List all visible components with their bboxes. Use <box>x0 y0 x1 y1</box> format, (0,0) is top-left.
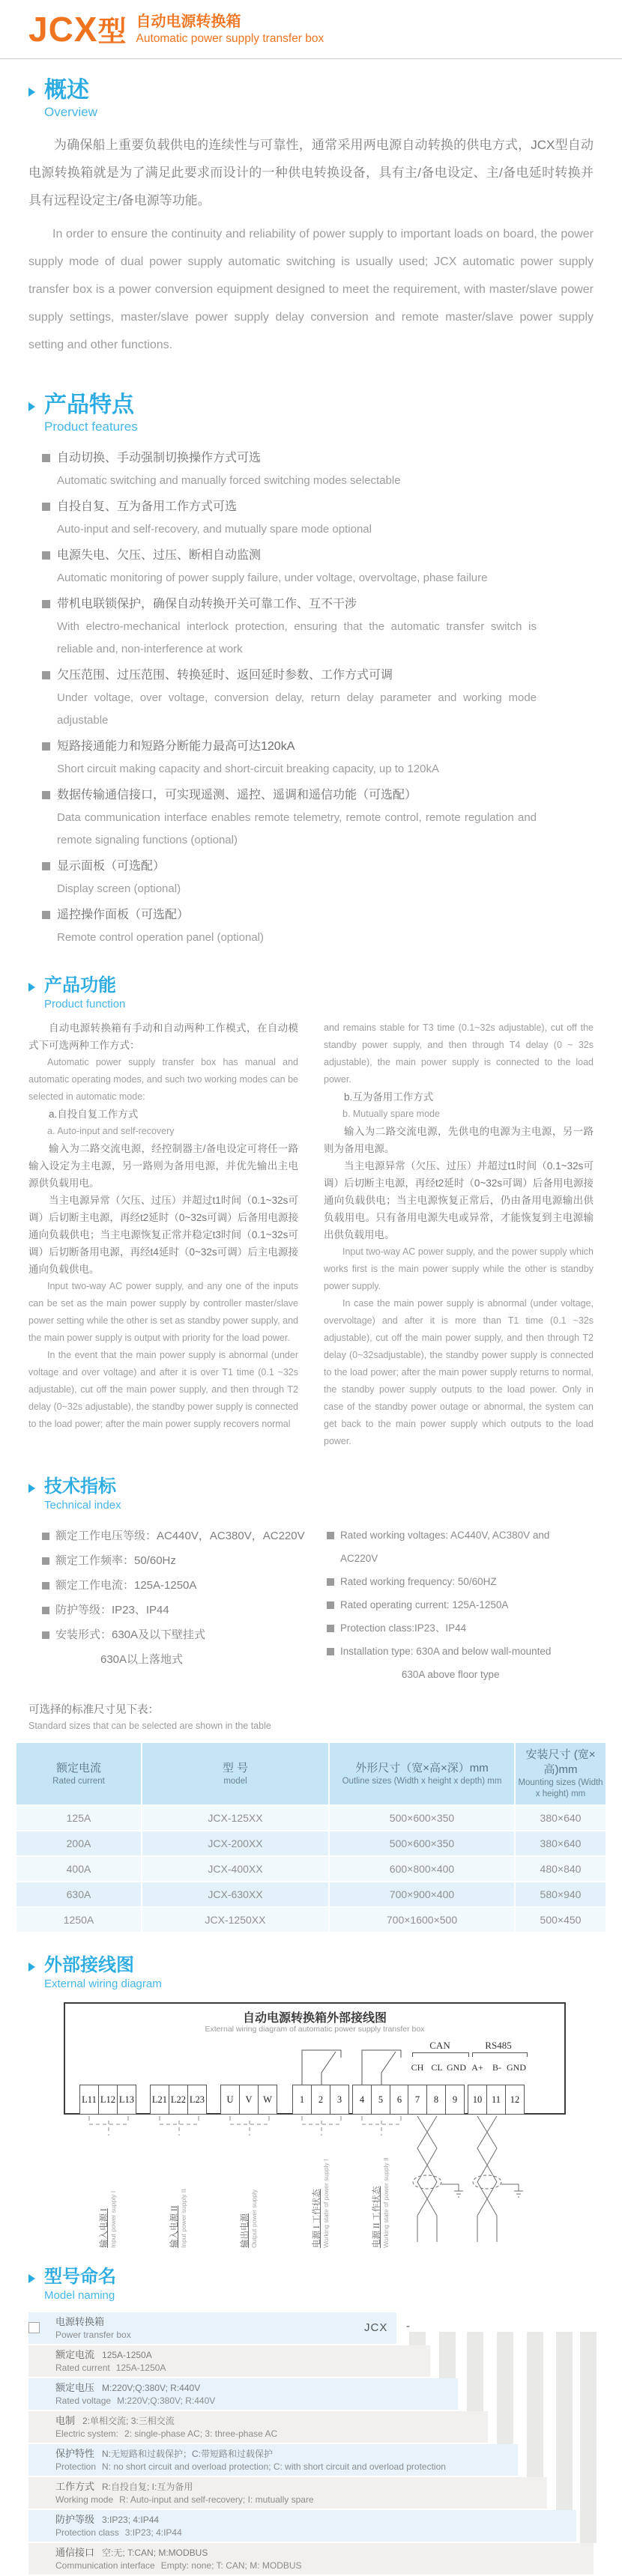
terminal: L23 <box>187 2085 207 2115</box>
technical-text: 额定工作频率：50/60Hz <box>55 1554 176 1567</box>
terminal-group-label <box>240 2136 259 2248</box>
feature-text-cn: 自动切换、手动强制切换操作方式可选 <box>57 452 262 464</box>
naming-code-box <box>28 2322 40 2333</box>
naming-row-en <box>55 2428 488 2440</box>
group-label-cn: 输出电源 <box>241 2213 250 2248</box>
technical-text: 防护等级：IP23、IP44 <box>55 1604 169 1616</box>
naming-row-en <box>55 2560 594 2572</box>
technical-column-cn <box>42 1524 327 1686</box>
table-cell: JCX-1250XX <box>142 1908 328 1932</box>
naming-label-en: Rated current <box>55 2363 110 2373</box>
square-bullet-icon <box>42 742 50 751</box>
table-cell: 500×450 <box>516 1908 606 1932</box>
function-paragraph: 输入为二路交流电源，先供电的电源为主电源，另一路则为备用电源。 <box>324 1126 594 1154</box>
square-bullet-icon <box>42 1607 49 1614</box>
naming-label-en: Protection <box>55 2461 97 2472</box>
square-bullet-icon <box>327 1601 334 1609</box>
section-arrow-icon <box>28 2274 35 2283</box>
naming-title-cn: 型号命名 <box>44 2267 116 2287</box>
technical-text: 额定工作电流：125A-1250A <box>55 1579 197 1592</box>
group-label-cn: 电源 I 工作状态 <box>312 2189 321 2248</box>
table-cell: 580×940 <box>516 1882 606 1906</box>
header-cn: 型 号 <box>222 1761 249 1775</box>
naming-label-cn: 保护特性 <box>55 2448 95 2459</box>
page-subtitle <box>136 12 324 46</box>
product-title-en: Automatic power supply transfer box <box>136 32 324 45</box>
naming-label-cn: 通信接口 <box>55 2547 95 2558</box>
naming-detail-en: R: Auto-input and self-recovery; I: mutually spare <box>119 2494 314 2505</box>
feature-line-cn <box>42 496 594 518</box>
naming-label-en: Working mode <box>55 2494 114 2505</box>
naming-label-cn: 电制 <box>55 2415 76 2426</box>
terminal: 7 <box>408 2085 427 2115</box>
header-cn: 外形尺寸（宽×高×深）mm <box>355 1761 489 1775</box>
square-bullet-icon <box>42 1533 49 1540</box>
naming-connector-strip <box>580 2332 597 2543</box>
page-title <box>28 10 127 51</box>
section-arrow-icon <box>28 983 35 992</box>
table-cell: 480×840 <box>516 1857 606 1881</box>
naming-connector-strip <box>497 2332 513 2444</box>
diagram-title-en: External wiring diagram of automatic power supply transfer box <box>205 2025 425 2034</box>
feature-line-cn <box>42 593 594 616</box>
bus-pin-label: CH <box>411 2062 424 2073</box>
section-arrow-icon <box>28 1963 35 1972</box>
section-arrow-icon <box>28 402 35 411</box>
naming-row-cn <box>55 2414 488 2428</box>
features-title-en: Product features <box>44 419 138 434</box>
function-paragraph: Input two-way AC power supply, and the power supply which works first is the main power supply while the other is standby power supply. <box>324 1246 594 1291</box>
page-header <box>0 10 622 51</box>
table-cell: JCX-200XX <box>142 1831 328 1855</box>
section-naming <box>0 2266 622 2576</box>
sizes-note-en: Standard sizes that can be selected are shown in the table <box>28 1721 271 1731</box>
table-cell: JCX-125XX <box>142 1806 328 1830</box>
technical-item <box>327 1640 582 1686</box>
wiring-title-en: External wiring diagram <box>44 1978 162 1990</box>
naming-row <box>28 2345 430 2377</box>
technical-header <box>0 1476 622 1513</box>
naming-label-en: Power transfer box <box>55 2330 131 2340</box>
function-column-left <box>28 1019 298 1450</box>
feature-item <box>42 496 594 541</box>
overview-header <box>0 77 622 121</box>
group-label-en: Input power supply II <box>180 2189 187 2248</box>
naming-row-en <box>55 2395 458 2407</box>
feature-text-en: Remote control operation panel (optional) <box>57 931 264 944</box>
feature-line-cn <box>42 447 594 470</box>
wiring-title-cn: 外部接线图 <box>44 1955 134 1975</box>
function-paragraph: In the event that the main power supply is abnormal (under voltage and over voltage) and after it is over T1 time (0.1 ~32s adjustable), cut off the main power supply, and then through T2 delay (0~32s adjustable), the standby power supply is connected to the load power; after the main power supply recovers normal <box>28 1350 298 1429</box>
naming-row-en <box>55 2527 576 2539</box>
model-suffix: 型 <box>97 16 127 48</box>
section-wiring <box>0 1954 622 2251</box>
group-label-cn: 电源 II 工作状态 <box>372 2186 381 2248</box>
terminal: 12 <box>505 2085 525 2115</box>
naming-label-cn: 工作方式 <box>55 2481 95 2492</box>
terminal: L21 <box>150 2085 169 2115</box>
terminal: 6 <box>390 2085 409 2115</box>
features-list <box>42 447 594 949</box>
technical-item <box>42 1598 327 1622</box>
terminal: L13 <box>117 2085 136 2115</box>
technical-columns <box>42 1524 594 1686</box>
naming-label-en: Communication interface <box>55 2560 155 2571</box>
naming-row-en <box>55 2329 396 2342</box>
table-cell: JCX-630XX <box>142 1882 328 1906</box>
function-paragraph: b.互为备用工作方式 <box>344 1091 434 1103</box>
features-title-cn: 产品特点 <box>44 393 134 417</box>
section-overview <box>0 77 622 359</box>
table-row <box>16 1857 606 1881</box>
section-technical <box>0 1476 622 1686</box>
sizes-table-body <box>16 1806 606 1932</box>
technical-text: Rated operating current: 125A-1250A <box>340 1599 509 1610</box>
naming-header <box>0 2266 622 2303</box>
table-row <box>16 1882 606 1906</box>
technical-text-cont: 630A above floor type <box>401 1669 500 1680</box>
technical-text: 安装形式：630A及以下壁挂式 <box>55 1628 206 1641</box>
rs485-bus-label: RS485 <box>485 2040 512 2051</box>
function-paragraph: b. Mutually spare mode <box>342 1109 440 1119</box>
square-bullet-icon <box>42 671 50 679</box>
terminal: 5 <box>371 2085 390 2115</box>
technical-text: 额定工作电压等级：AC440V，AC380V，AC220V <box>55 1530 305 1542</box>
function-paragraph: 当主电源异常（欠压、过压）并超过t1时间（0.1~32s可调）后切断主电源，再经t2延时（0~32s可调）后备用电源接通向负载供电；当主电源恢复正常并稳定t3时间（0.1~32s可调）后切断备用电源，再经t4延时（0~32s可调）后主电源接通向负载供电。 <box>28 1195 298 1275</box>
technical-item <box>42 1548 327 1573</box>
table-cell: JCX-400XX <box>142 1857 328 1881</box>
naming-detail-cn: N:无短路和过载保护；C:带短路和过载保护 <box>102 2449 274 2459</box>
header-divider <box>0 58 622 59</box>
naming-connector-strip <box>527 2332 543 2477</box>
naming-detail-en: 125A-1250A <box>115 2363 166 2373</box>
naming-row-cn <box>55 2315 396 2329</box>
sizes-table-header-row <box>16 1743 606 1804</box>
feature-line-cn <box>42 736 594 758</box>
feature-text-en: Under voltage, over voltage, conversion delay, return delay parameter and working mode adjustable <box>57 691 537 727</box>
terminal: 2 <box>311 2085 330 2115</box>
terminal: 3 <box>330 2085 349 2115</box>
naming-row-en <box>55 2362 430 2375</box>
sizes-table-header-cell <box>330 1743 514 1804</box>
model-name: JCX <box>28 10 98 49</box>
overview-body <box>28 131 594 359</box>
naming-detail-cn: 空:无; T:CAN; M:MODBUS <box>102 2548 208 2558</box>
terminal: W <box>258 2085 277 2115</box>
naming-detail-en: Empty: none; T: CAN; M: MODBUS <box>160 2560 302 2571</box>
naming-connector-strip <box>467 2332 483 2411</box>
table-row <box>16 1806 606 1830</box>
naming-detail-cn: 125A-1250A <box>102 2350 152 2360</box>
square-bullet-icon <box>327 1625 334 1632</box>
header-en: model <box>223 1776 247 1786</box>
sizes-table-header-cell <box>142 1743 328 1804</box>
naming-row-cn <box>55 2480 547 2494</box>
naming-dash: - <box>406 2320 410 2333</box>
group-label-cn: 输入电源 II <box>170 2205 179 2248</box>
feature-item <box>42 664 594 732</box>
features-header <box>0 392 622 435</box>
feature-item <box>42 855 594 900</box>
naming-connector-strip <box>409 2332 426 2345</box>
technical-item <box>42 1573 327 1598</box>
naming-row-cn <box>55 2381 458 2395</box>
function-paragraph: 自动电源转换箱有手动和自动两种工作模式，在自动模式下可选两种工作方式： <box>28 1022 298 1051</box>
square-bullet-icon <box>42 862 50 870</box>
function-paragraph: 输入为二路交流电源，经控制器主/备电设定可将任一路输入设定为主电源，另一路则为备用电源，并优先输出主电源供负载用电。 <box>28 1143 298 1189</box>
naming-detail-en: M:220V;Q:380V; R:440V <box>117 2395 216 2406</box>
feature-item <box>42 447 594 492</box>
naming-row-en <box>55 2461 518 2473</box>
sizes-table-header-cell <box>16 1743 141 1804</box>
naming-row-cn <box>55 2447 518 2461</box>
naming-connector-strip <box>439 2332 456 2378</box>
naming-row-cn <box>55 2513 576 2527</box>
square-bullet-icon <box>42 600 50 608</box>
feature-text-cn: 电源失电、欠压、过压、断相自动监测 <box>57 549 262 562</box>
table-cell: 700×1600×500 <box>330 1908 514 1932</box>
naming-row-cn <box>55 2546 594 2560</box>
terminal-group-label <box>169 2136 188 2248</box>
group-labels <box>0 2002 622 2251</box>
table-cell: 600×800×400 <box>330 1857 514 1881</box>
naming-label-cn: 额定电压 <box>55 2382 95 2393</box>
terminal: 9 <box>445 2085 465 2115</box>
naming-connector-strip <box>556 2332 573 2510</box>
naming-row <box>28 2510 576 2542</box>
naming-label-en: Protection class <box>55 2527 119 2538</box>
feature-text-cn: 欠压范围、过压范围、转换延时、返回延时参数、工作方式可调 <box>57 669 393 682</box>
naming-label-en: Rated voltage <box>55 2395 112 2406</box>
technical-text: Rated working voltages: AC440V, AC380V and AC220V <box>340 1530 550 1564</box>
naming-detail-cn: 3:IP23; 4:IP44 <box>102 2515 160 2525</box>
terminal-group-label <box>312 2136 330 2248</box>
function-header <box>0 975 622 1012</box>
naming-title-en: Model naming <box>44 2289 115 2302</box>
naming-row <box>28 2378 458 2410</box>
square-bullet-icon <box>42 551 50 560</box>
function-title-en: Product function <box>44 998 126 1010</box>
terminal: L12 <box>98 2085 118 2115</box>
technical-title-en: Technical index <box>44 1499 121 1512</box>
section-arrow-icon <box>28 1484 35 1493</box>
technical-item <box>327 1593 582 1616</box>
feature-text-cn: 数据传输通信接口，可实现遥测、遥控、遥调和遥信功能（可选配） <box>57 789 417 801</box>
square-bullet-icon <box>327 1648 334 1655</box>
overview-title-en: Overview <box>44 105 97 119</box>
function-columns <box>28 1019 594 1450</box>
sizes-table-header-cell <box>516 1743 606 1804</box>
technical-text: Installation type: 630A and below wall-mounted <box>340 1646 552 1657</box>
square-bullet-icon <box>42 1631 49 1639</box>
bus-pin-label: GND <box>507 2062 526 2073</box>
group-label-en: Output power supply <box>250 2189 258 2248</box>
terminal: L11 <box>79 2085 99 2115</box>
naming-detail-cn: 2:单相交流; 3:三相交流 <box>82 2416 175 2426</box>
feature-line-cn <box>42 904 594 927</box>
table-cell: 200A <box>16 1831 141 1855</box>
feature-line-cn <box>42 545 594 567</box>
overview-paragraph-en: In order to ensure the continuity and reliability of power supply to important loads on board, the power supply mode of dual power supply automatic switching is usually used; JCX automatic power supply transfer box is a power conversion equipment designed to meet the requirement, with master/slave power supply settings, master/slave power supply delay conversion and remote master/slave power supply setting and other functions. <box>28 228 594 351</box>
feature-line-cn <box>42 664 594 687</box>
header-cn: 安装尺寸 (宽×高)mm <box>525 1748 596 1776</box>
technical-text: Protection class:IP23、IP44 <box>340 1622 467 1634</box>
feature-item <box>42 593 594 661</box>
square-bullet-icon <box>42 911 50 919</box>
section-function <box>0 975 622 1450</box>
square-bullet-icon <box>42 791 50 799</box>
terminal: 1 <box>292 2085 312 2115</box>
bus-pin-label: CL <box>431 2062 443 2073</box>
table-row <box>16 1908 606 1932</box>
terminal-group-label <box>372 2136 390 2248</box>
naming-chart <box>28 2312 594 2576</box>
sizes-note-cn: 可选择的标准尺寸见下表： <box>28 1704 159 1716</box>
square-bullet-icon <box>327 1578 334 1586</box>
technical-item <box>42 1622 327 1672</box>
diagram-title-cn: 自动电源转换箱外部接线图 <box>242 2012 387 2025</box>
feature-text-en: Data communication interface enables remote telemetry, remote control, remote regulation and remote signaling functions (optional) <box>57 811 537 846</box>
square-bullet-icon <box>42 1557 49 1565</box>
feature-item <box>42 736 594 781</box>
feature-text-en: Display screen (optional) <box>57 882 181 895</box>
naming-row <box>28 2312 396 2344</box>
feature-text-cn: 遥控操作面板（可选配） <box>57 909 190 921</box>
technical-text-cont: 630A以上落地式 <box>100 1653 184 1666</box>
feature-text-cn: 带机电联锁保护，确保自动转换开关可靠工作、互不干涉 <box>57 598 357 610</box>
bus-pin-label: GND <box>447 2062 466 2073</box>
terminal: U <box>220 2085 240 2115</box>
group-label-en: Input power supply I <box>109 2190 117 2248</box>
function-title-cn: 产品功能 <box>44 975 116 995</box>
feature-text-en: Auto-input and self-recovery, and mutually spare mode optional <box>57 523 372 536</box>
naming-detail-cn: R:自投自复; I:互为备用 <box>102 2482 193 2492</box>
naming-row <box>28 2444 518 2476</box>
naming-row-cn <box>55 2348 430 2362</box>
table-cell: 125A <box>16 1806 141 1830</box>
feature-text-en: Short circuit making capacity and short-circuit breaking capacity, up to 120kA <box>57 763 439 775</box>
square-bullet-icon <box>42 503 50 511</box>
technical-column-en <box>327 1524 582 1686</box>
group-label-cn: 输入电源 I <box>100 2208 109 2248</box>
terminal: 4 <box>352 2085 372 2115</box>
feature-text-en: Automatic monitoring of power supply failure, under voltage, overvoltage, phase failure <box>57 572 488 584</box>
square-bullet-icon <box>327 1532 334 1539</box>
naming-row <box>28 2411 488 2443</box>
technical-item <box>42 1524 327 1548</box>
table-row <box>16 1831 606 1855</box>
feature-text-en: Automatic switching and manually forced switching modes selectable <box>57 474 401 487</box>
group-label-en: Working state of power supply II <box>382 2157 390 2248</box>
group-label-en: Working state of power supply I <box>322 2159 330 2248</box>
naming-label-cn: 额定电流 <box>55 2349 95 2360</box>
technical-item <box>327 1524 582 1570</box>
function-paragraph: Automatic power supply transfer box has manual and automatic operating modes, and such two working modes can be selected in automatic mode: <box>28 1057 298 1102</box>
table-cell: 500×600×350 <box>330 1806 514 1830</box>
technical-item <box>327 1616 582 1640</box>
function-paragraph: Input two-way AC power supply, and any one of the inputs can be set as the main power supply by controller master/slave power setting while the other is set as standby power supply, and the main power supply is output with priority for the load power. <box>28 1281 298 1343</box>
function-paragraph: and remains stable for T3 time (0.1~32s adjustable), cut off the standby power supply, and then through T4 delay (0 ~ 32s adjustable), the main power supply is connected to the load power. <box>324 1022 594 1085</box>
feature-text-en: With electro-mechanical interlock protection, ensuring that the automatic transfer switch is reliable and, non-interference at work <box>57 620 537 655</box>
naming-detail-en: 3:IP23; 4:IP44 <box>124 2527 182 2538</box>
naming-model-prefix: JCX <box>364 2321 388 2334</box>
naming-row <box>28 2477 547 2509</box>
header-cn: 额定电流 <box>55 1761 101 1775</box>
naming-row <box>28 2543 594 2575</box>
bus-pin-label: A+ <box>471 2062 483 2073</box>
terminal: 8 <box>426 2085 446 2115</box>
feature-text-cn: 自投自复、互为备用工作方式可选 <box>57 500 238 513</box>
wiring-header <box>0 1954 622 1992</box>
section-arrow-icon <box>28 88 35 97</box>
square-bullet-icon <box>42 454 50 462</box>
bus-pin-label: B- <box>492 2062 501 2073</box>
feature-text-cn: 短路接通能力和短路分断能力最高可达120kA <box>57 740 295 753</box>
function-paragraph: In case the main power supply is abnormal (under voltage, overvoltage) and after it is more than T1 time (0.1 ~32s adjustable), cut off the main power supply, and then through T2 delay (0~32sadjustable), the standby power supply is connected to the load power; after the main power supply returns to normal, the standby power supply outputs to the load power. Only in case of the standby power outage or abnormal, the system can get back to the main power supply which outputs to the load power. <box>324 1298 594 1446</box>
feature-line-cn <box>42 784 594 807</box>
table-cell: 1250A <box>16 1908 141 1932</box>
technical-item <box>327 1570 582 1593</box>
table-cell: 500×600×350 <box>330 1831 514 1855</box>
naming-detail-en: N: no short circuit and overload protection; C: with short circuit and overload protection <box>102 2461 446 2472</box>
technical-text: Rated working frequency: 50/60HZ <box>340 1576 497 1587</box>
naming-detail-cn: M:220V;Q:380V; R:440V <box>102 2383 201 2393</box>
naming-label-en: Electric system: <box>55 2428 119 2439</box>
terminal: 11 <box>486 2085 506 2115</box>
header-en: Rated current <box>52 1776 105 1786</box>
feature-item <box>42 904 594 949</box>
function-paragraph: a.自投自复工作方式 <box>49 1109 139 1120</box>
feature-item <box>42 545 594 590</box>
table-cell: 380×640 <box>516 1806 606 1830</box>
product-title-cn: 自动电源转换箱 <box>136 13 241 30</box>
terminal: V <box>239 2085 259 2115</box>
function-column-right <box>324 1019 594 1450</box>
terminal: L22 <box>169 2085 188 2115</box>
table-cell: 700×900×400 <box>330 1882 514 1906</box>
feature-line-cn <box>42 855 594 878</box>
naming-row-en <box>55 2494 547 2506</box>
overview-paragraph-cn: 为确保船上重要负载供电的连续性与可靠性，通常采用两电源自动转换的供电方式，JCX型自动电源转换箱就是为了满足此要求而设计的一种供电转换设备，具有主/备电设定、主/备电延时转换并具有远程设定主/备电源等功能。 <box>28 138 594 207</box>
function-paragraph: 当主电源异常（欠压、过压）并超过t1时间（0.1~32s可调）后切断主电源，再经t2延时（0~32s可调）后备用电源接通向负载供电；当主电源恢复正常后，仍由备用电源输出供负载用电。只有备用电源失电或异常，才能恢复到主电源输出供负载用电。 <box>324 1160 594 1240</box>
wiring-diagram <box>0 2002 622 2251</box>
header-en: Mounting sizes (Width x height) mm <box>518 1778 603 1798</box>
table-cell: 400A <box>16 1857 141 1881</box>
section-features <box>0 392 622 949</box>
feature-item <box>42 784 594 852</box>
technical-title-cn: 技术指标 <box>44 1476 116 1497</box>
overview-title-cn: 概述 <box>44 78 89 103</box>
feature-text-cn: 显示面板（可选配） <box>57 860 166 873</box>
table-cell: 630A <box>16 1882 141 1906</box>
header-en: Outline sizes (Width x height x depth) mm <box>342 1776 502 1786</box>
naming-label-cn: 防护等级 <box>55 2514 95 2525</box>
table-cell: 380×640 <box>516 1831 606 1855</box>
sizes-table <box>15 1742 607 1933</box>
naming-detail-en: 2: single-phase AC; 3: three-phase AC <box>124 2428 278 2439</box>
terminal-group-label <box>99 2136 118 2248</box>
sizes-note <box>28 1701 594 1733</box>
can-bus-label: CAN <box>429 2040 450 2051</box>
naming-label-cn: 电源转换箱 <box>55 2316 105 2327</box>
function-paragraph: a. Auto-input and self-recovery <box>47 1126 175 1136</box>
square-bullet-icon <box>42 1582 49 1589</box>
terminal: 10 <box>468 2085 487 2115</box>
